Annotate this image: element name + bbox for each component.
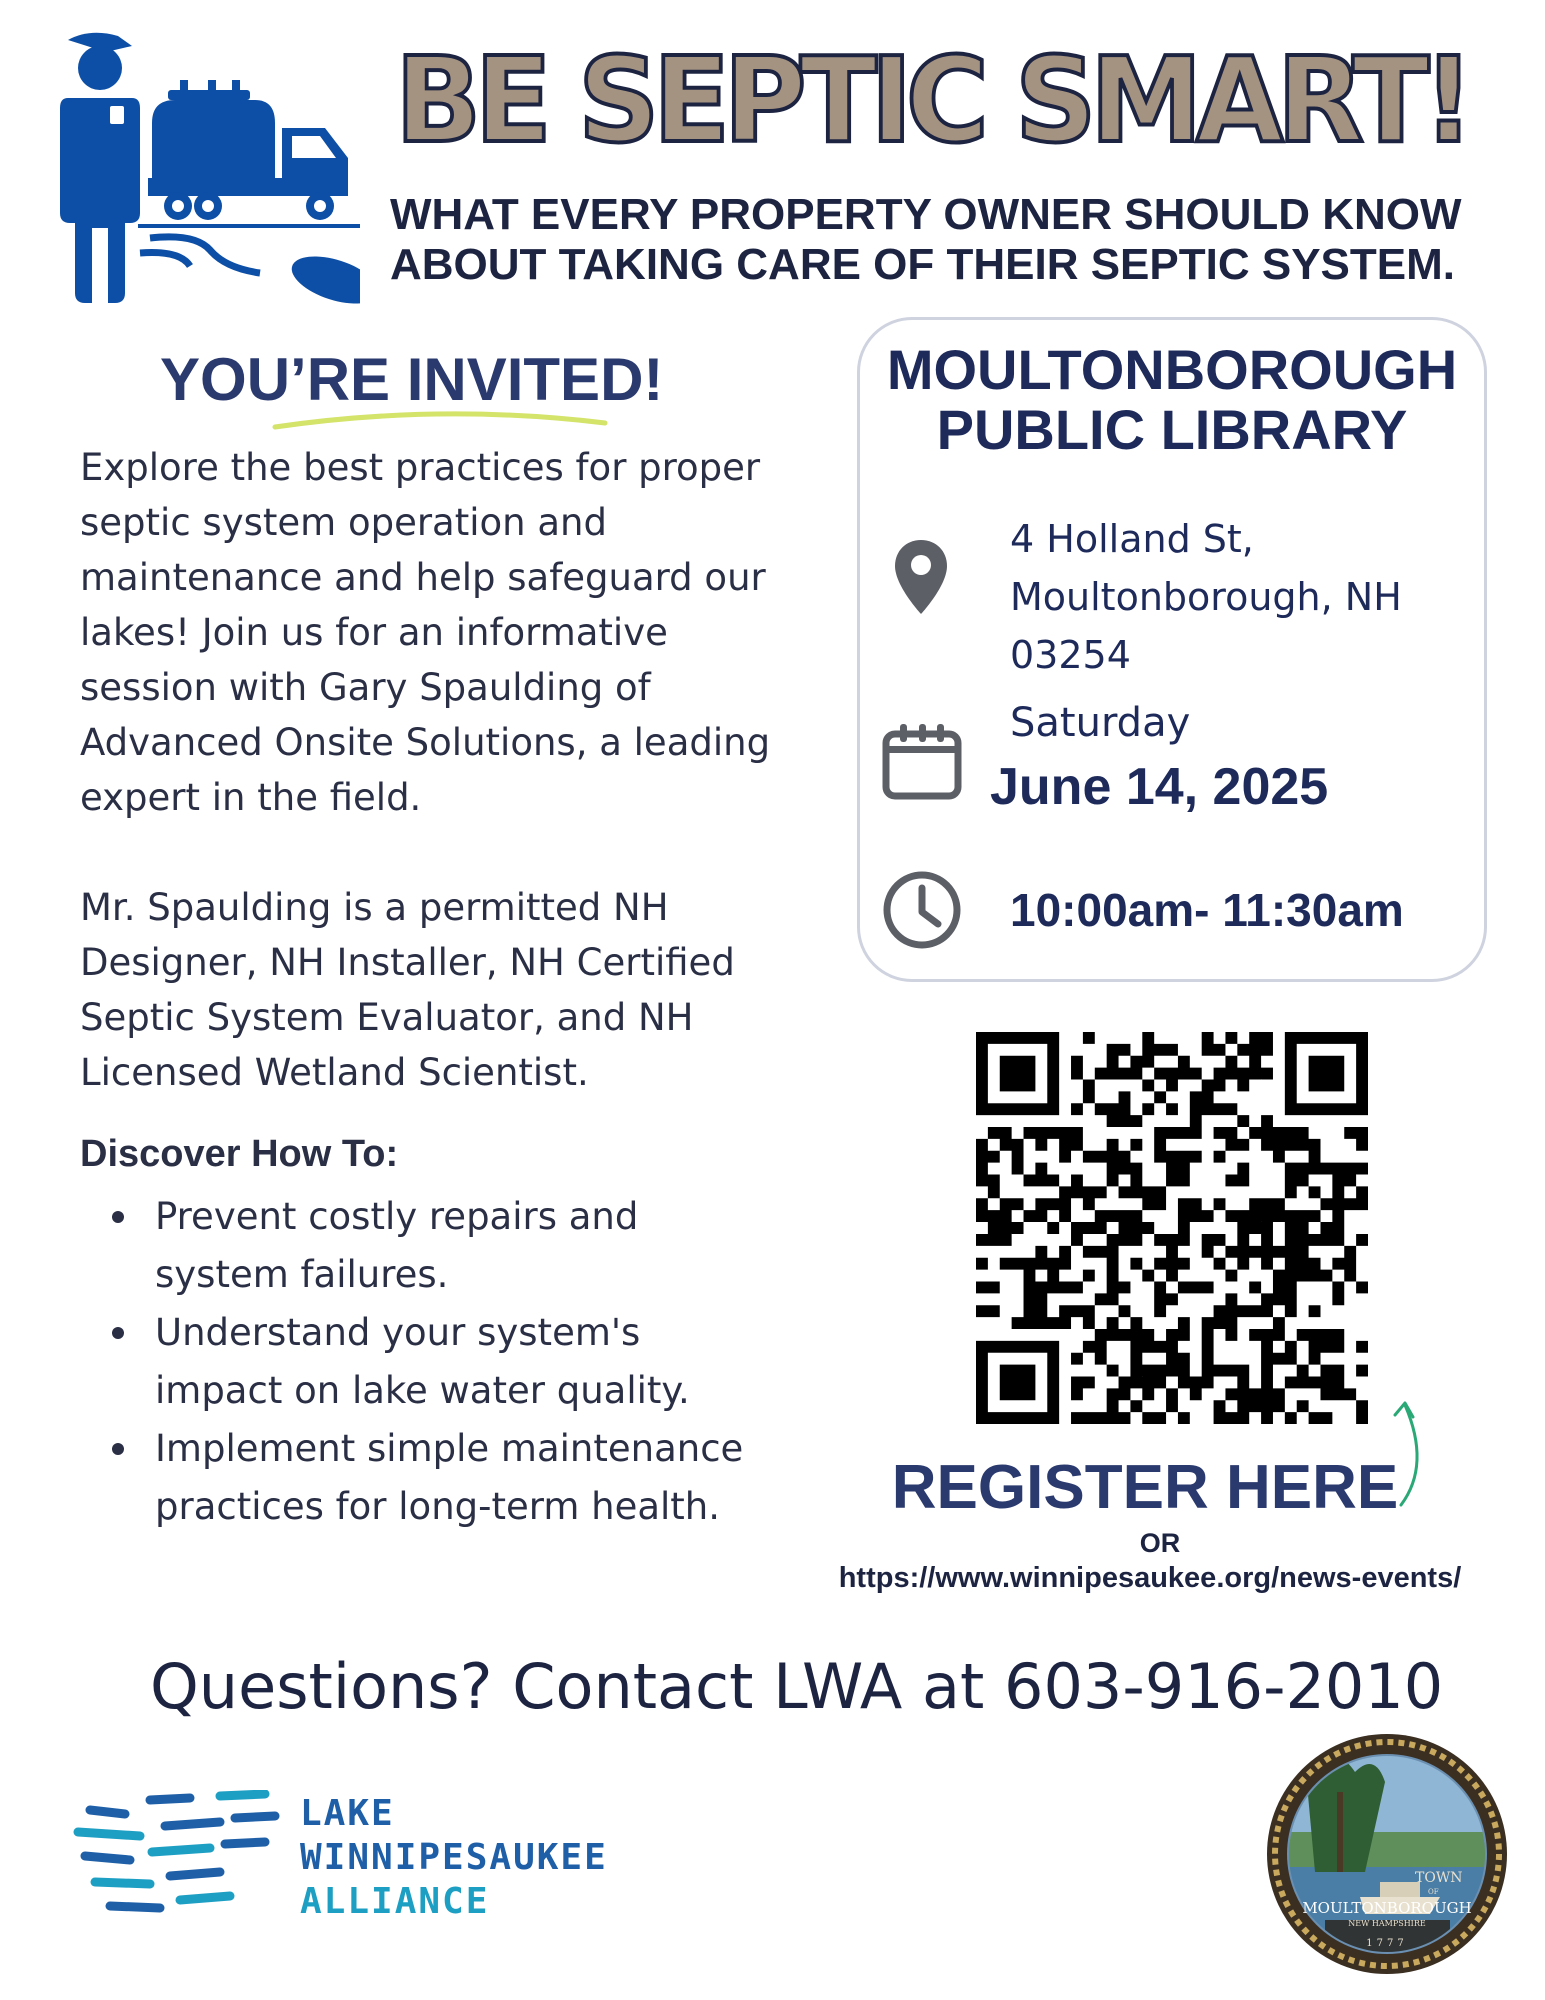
- lwa-wordmark: [300, 1792, 608, 1924]
- venue-line-1: MOULTONBOROUGH: [886, 338, 1458, 401]
- qr-code-icon[interactable]: [976, 1032, 1368, 1424]
- clock-icon: [882, 870, 962, 950]
- address-line-1: 4 Holland St,: [1010, 517, 1254, 561]
- lwa-waves-logo-icon: [70, 1790, 280, 1930]
- registration-url-link[interactable]: https://www.winnipesaukee.org/news-events/: [838, 1562, 1462, 1594]
- address-line-3: 03254: [1010, 633, 1131, 677]
- lwa-line-2: WINNIPESAUKEE: [300, 1837, 608, 1878]
- register-here-link[interactable]: REGISTER HERE: [891, 1453, 1399, 1522]
- event-date: June 14, 2025: [990, 758, 1329, 816]
- venue-name: [870, 340, 1474, 460]
- discover-heading: Discover How To:: [80, 1133, 399, 1175]
- bullet-icon: [112, 1327, 124, 1339]
- list-item: Prevent costly repairs and system failures.: [110, 1188, 750, 1304]
- event-day: Saturday: [1010, 700, 1191, 746]
- list-item: Understand your system's impact on lake water quality.: [110, 1304, 750, 1420]
- location-pin-icon: [893, 538, 949, 616]
- seal-text-main: MOULTONBOROUGH: [1302, 1899, 1472, 1917]
- septic-pump-truck-icon: [30, 28, 360, 313]
- venue-line-2: PUBLIC LIBRARY: [936, 398, 1408, 461]
- town-seal-icon: [1265, 1732, 1510, 1977]
- lwa-line-3: ALLIANCE: [300, 1881, 490, 1922]
- seal-text-of: OF: [1428, 1888, 1439, 1896]
- speaker-credentials: Mr. Spaulding is a permitted NH Designer, NH Installer, NH Certified Septic System Evaluator, and NH Licensed Wetland Scientist.: [80, 886, 735, 1094]
- seal-text-state: NEW HAMPSHIRE: [1348, 1919, 1426, 1928]
- benefits-list: [110, 1188, 750, 1536]
- bullet-icon: [112, 1211, 124, 1223]
- swoosh-underline-icon: [270, 405, 610, 435]
- subtitle-line-2: ABOUT TAKING CARE OF THEIR SEPTIC SYSTEM.: [390, 240, 1456, 289]
- address-line-2: Moultonborough, NH: [1010, 575, 1402, 619]
- seal-text-town: TOWN: [1415, 1870, 1463, 1886]
- contact-line: Questions? Contact LWA at 603-916-2010: [150, 1650, 1444, 1723]
- flyer-title: BE SEPTIC SMART!: [395, 31, 1468, 169]
- lwa-line-1: LAKE: [300, 1793, 395, 1834]
- venue-address: [1010, 510, 1450, 684]
- intro-paragraph: Explore the best practices for proper septic system operation and maintenance and help safeguard our lakes! Join us for an informative session with Gary Spaulding of Advanced Onsite Solutions, a leading expert in the field.: [80, 446, 771, 819]
- or-label: OR: [1139, 1528, 1181, 1558]
- flyer-subtitle: [390, 190, 1510, 290]
- bullet-icon: [112, 1443, 124, 1455]
- invited-heading: YOU’RE INVITED!: [160, 346, 664, 413]
- subtitle-line-1: WHAT EVERY PROPERTY OWNER SHOULD KNOW: [390, 190, 1462, 239]
- event-time: 10:00am- 11:30am: [1010, 884, 1404, 936]
- seal-text-year: 1777: [1366, 1938, 1408, 1949]
- list-item: Implement simple maintenance practices for long-term health.: [110, 1420, 750, 1536]
- calendar-icon: [882, 722, 962, 800]
